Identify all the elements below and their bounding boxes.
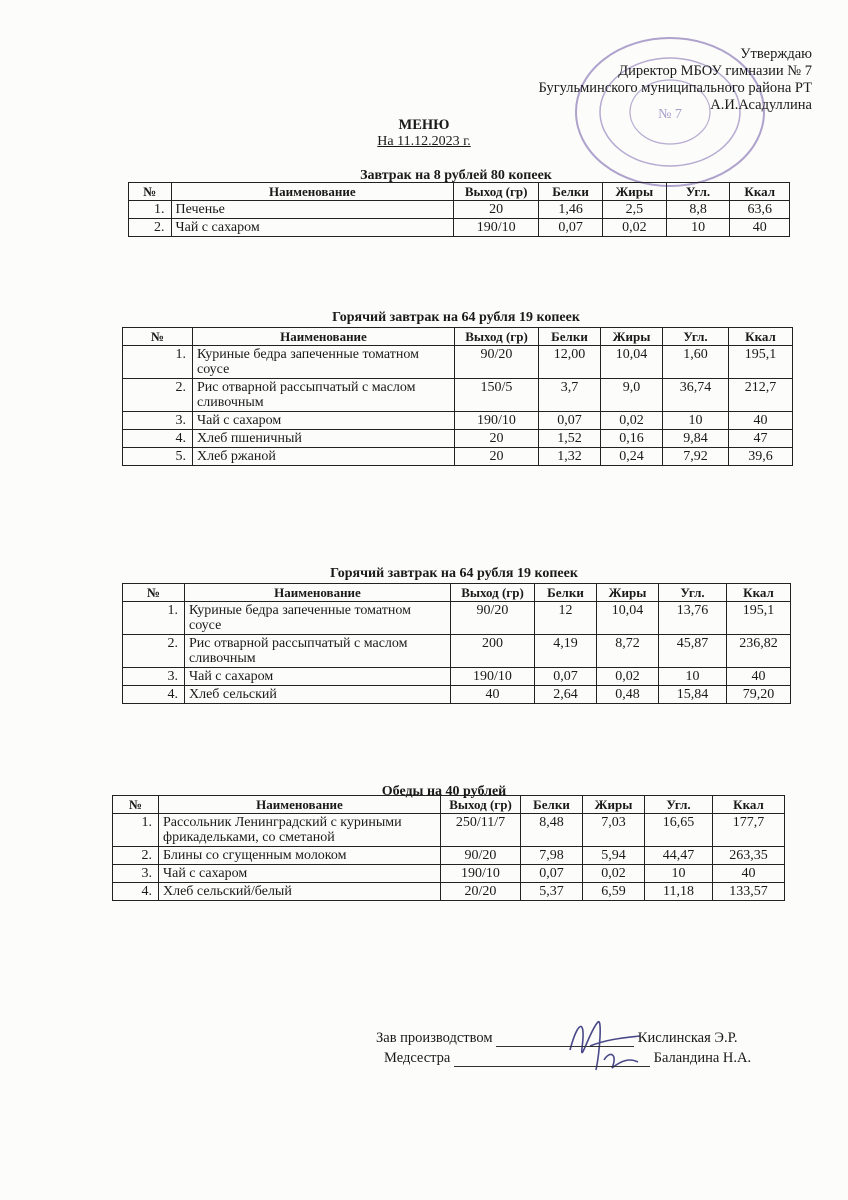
col-header: №: [129, 183, 172, 201]
col-header: Жиры: [583, 796, 645, 814]
kcal: 40: [729, 412, 793, 430]
table-row: [123, 430, 793, 448]
approve-line: Утверждаю: [740, 46, 812, 62]
col-header: Жиры: [601, 328, 663, 346]
portion: 190/10: [455, 412, 539, 430]
fat: 10,04: [601, 346, 663, 379]
protein: 1,52: [539, 430, 601, 448]
col-header: Наименование: [171, 183, 454, 201]
protein: 7,98: [521, 847, 583, 865]
col-header: Ккал: [729, 328, 793, 346]
fat: 6,59: [583, 883, 645, 901]
table-row: [123, 448, 793, 466]
protein: 0,07: [539, 219, 603, 237]
carbs: 8,8: [666, 201, 730, 219]
protein: 2,64: [535, 686, 597, 704]
table-header: [113, 796, 785, 814]
dish-name: Рис отварной рассыпчатый с маслом сливочным: [193, 379, 455, 412]
kcal: 79,20: [727, 686, 791, 704]
carbs: 7,92: [663, 448, 729, 466]
portion: 20: [455, 430, 539, 448]
kcal: 195,1: [727, 602, 791, 635]
nurse-label: Медсестра: [384, 1050, 451, 1066]
col-header: Жиры: [597, 584, 659, 602]
fat: 5,94: [583, 847, 645, 865]
row-number: 2.: [123, 379, 193, 412]
approve-line: Бугульминского муниципального района РТ: [538, 80, 812, 96]
section-title: Обеды на 40 рублей: [381, 784, 507, 799]
col-header: Угл.: [663, 328, 729, 346]
col-header: Угл.: [645, 796, 713, 814]
col-header: Ккал: [730, 183, 790, 201]
portion: 190/10: [441, 865, 521, 883]
carbs: 1,60: [663, 346, 729, 379]
row-number: 4.: [123, 430, 193, 448]
kcal: 177,7: [713, 814, 785, 847]
fat: 2,5: [602, 201, 666, 219]
kcal: 40: [730, 219, 790, 237]
fat: 0,48: [597, 686, 659, 704]
carbs: 10: [663, 412, 729, 430]
table-row: [123, 686, 791, 704]
col-header: Угл.: [659, 584, 727, 602]
carbs: 11,18: [645, 883, 713, 901]
dish-name: Куриные бедра запеченные томатном соусе: [193, 346, 455, 379]
svg-text:№ 7: № 7: [658, 107, 682, 122]
table-row: [113, 847, 785, 865]
portion: 250/11/7: [441, 814, 521, 847]
col-header: Наименование: [159, 796, 441, 814]
carbs: 36,74: [663, 379, 729, 412]
portion: 150/5: [455, 379, 539, 412]
nurse-name: Баландина Н.А.: [653, 1050, 752, 1066]
col-header: №: [113, 796, 159, 814]
handwritten-signature: [560, 1010, 650, 1085]
col-header: Угл.: [666, 183, 730, 201]
dish-name: Чай с сахаром: [185, 668, 451, 686]
row-number: 4.: [123, 686, 185, 704]
fat: 0,02: [601, 412, 663, 430]
protein: 4,19: [535, 635, 597, 668]
table-row: [123, 602, 791, 635]
dish-name: Куриные бедра запеченные томатном соусе: [185, 602, 451, 635]
section-title: Завтрак на 8 рублей 80 копеек: [360, 168, 552, 183]
page-title: МЕНЮ: [398, 117, 450, 133]
fat: 0,02: [583, 865, 645, 883]
portion: 90/20: [451, 602, 535, 635]
row-number: 1.: [123, 346, 193, 379]
protein: 0,07: [539, 412, 601, 430]
fat: 0,02: [602, 219, 666, 237]
portion: 90/20: [455, 346, 539, 379]
protein: 0,07: [535, 668, 597, 686]
row-number: 1.: [113, 814, 159, 847]
kcal: 133,57: [713, 883, 785, 901]
kcal: 40: [713, 865, 785, 883]
menu-date: На 11.12.2023 г.: [377, 134, 471, 149]
carbs: 15,84: [659, 686, 727, 704]
fat: 9,0: [601, 379, 663, 412]
signature-line: [496, 1046, 634, 1047]
col-header: Ккал: [727, 584, 791, 602]
dish-name: Рис отварной рассыпчатый с маслом сливочным: [185, 635, 451, 668]
dish-name: Хлеб сельский: [185, 686, 451, 704]
table-header: [123, 584, 791, 602]
col-header: Белки: [539, 183, 603, 201]
section-title: Горячий завтрак на 64 рубля 19 копеек: [332, 310, 580, 325]
row-number: 2.: [129, 219, 172, 237]
col-header: Наименование: [185, 584, 451, 602]
dish-name: Чай с сахаром: [159, 865, 441, 883]
kcal: 195,1: [729, 346, 793, 379]
kcal: 263,35: [713, 847, 785, 865]
carbs: 10: [645, 865, 713, 883]
protein: 1,46: [539, 201, 603, 219]
dish-name: Хлеб ржаной: [193, 448, 455, 466]
col-header: Выход (гр): [455, 328, 539, 346]
table-header: [129, 183, 790, 201]
protein: 5,37: [521, 883, 583, 901]
row-number: 4.: [113, 883, 159, 901]
signature-line: [454, 1066, 650, 1067]
production-signature-row: [376, 1030, 737, 1047]
protein: 3,7: [539, 379, 601, 412]
fat: 8,72: [597, 635, 659, 668]
kcal: 47: [729, 430, 793, 448]
approve-line: Директор МБОУ гимназии № 7: [618, 63, 812, 79]
row-number: 1.: [123, 602, 185, 635]
kcal: 40: [727, 668, 791, 686]
portion: 190/10: [454, 219, 539, 237]
row-number: 3.: [123, 412, 193, 430]
table-row: [123, 668, 791, 686]
carbs: 45,87: [659, 635, 727, 668]
row-number: 5.: [123, 448, 193, 466]
section-title: Горячий завтрак на 64 рубля 19 копеек: [330, 566, 578, 581]
col-header: Выход (гр): [441, 796, 521, 814]
col-header: Белки: [535, 584, 597, 602]
fat: 7,03: [583, 814, 645, 847]
col-header: Выход (гр): [454, 183, 539, 201]
carbs: 13,76: [659, 602, 727, 635]
dish-name: Рассольник Ленинградский с куриными фрикадельками, со сметаной: [159, 814, 441, 847]
dish-name: Чай с сахаром: [171, 219, 454, 237]
fat: 0,24: [601, 448, 663, 466]
row-number: 2.: [123, 635, 185, 668]
table-row: [123, 635, 791, 668]
col-header: Выход (гр): [451, 584, 535, 602]
approve-line: А.И.Асадуллина: [710, 97, 812, 113]
kcal: 236,82: [727, 635, 791, 668]
portion: 20: [455, 448, 539, 466]
dish-name: Хлеб сельский/белый: [159, 883, 441, 901]
protein: 8,48: [521, 814, 583, 847]
kcal: 212,7: [729, 379, 793, 412]
table-row: [113, 883, 785, 901]
table-row: [123, 346, 793, 379]
table-header: [123, 328, 793, 346]
col-header: Наименование: [193, 328, 455, 346]
row-number: 3.: [123, 668, 185, 686]
menu-table: [128, 182, 790, 237]
col-header: Белки: [521, 796, 583, 814]
carbs: 10: [666, 219, 730, 237]
protein: 0,07: [521, 865, 583, 883]
fat: 10,04: [597, 602, 659, 635]
table-row: [129, 219, 790, 237]
carbs: 9,84: [663, 430, 729, 448]
kcal: 39,6: [729, 448, 793, 466]
carbs: 10: [659, 668, 727, 686]
col-header: Жиры: [602, 183, 666, 201]
protein: 12,00: [539, 346, 601, 379]
col-header: Белки: [539, 328, 601, 346]
dish-name: Блины со сгущенным молоком: [159, 847, 441, 865]
portion: 190/10: [451, 668, 535, 686]
protein: 12: [535, 602, 597, 635]
table-row: [123, 379, 793, 412]
portion: 20/20: [441, 883, 521, 901]
col-header: №: [123, 328, 193, 346]
col-header: Ккал: [713, 796, 785, 814]
production-label: Зав производством: [376, 1030, 493, 1046]
menu-table: [122, 327, 793, 466]
dish-name: Хлеб пшеничный: [193, 430, 455, 448]
fat: 0,16: [601, 430, 663, 448]
approval-block: [539, 46, 813, 114]
carbs: 44,47: [645, 847, 713, 865]
dish-name: Чай с сахаром: [193, 412, 455, 430]
dish-name: Печенье: [171, 201, 454, 219]
protein: 1,32: [539, 448, 601, 466]
portion: 20: [454, 201, 539, 219]
table-row: [113, 865, 785, 883]
row-number: 1.: [129, 201, 172, 219]
table-row: [123, 412, 793, 430]
table-row: [129, 201, 790, 219]
portion: 90/20: [441, 847, 521, 865]
portion: 200: [451, 635, 535, 668]
col-header: №: [123, 584, 185, 602]
table-row: [113, 814, 785, 847]
menu-table: [122, 583, 791, 704]
production-name: Кислинская Э.Р.: [637, 1030, 738, 1046]
fat: 0,02: [597, 668, 659, 686]
kcal: 63,6: [730, 201, 790, 219]
row-number: 2.: [113, 847, 159, 865]
portion: 40: [451, 686, 535, 704]
row-number: 3.: [113, 865, 159, 883]
carbs: 16,65: [645, 814, 713, 847]
menu-table: [112, 795, 785, 901]
nurse-signature-row: [384, 1050, 751, 1067]
